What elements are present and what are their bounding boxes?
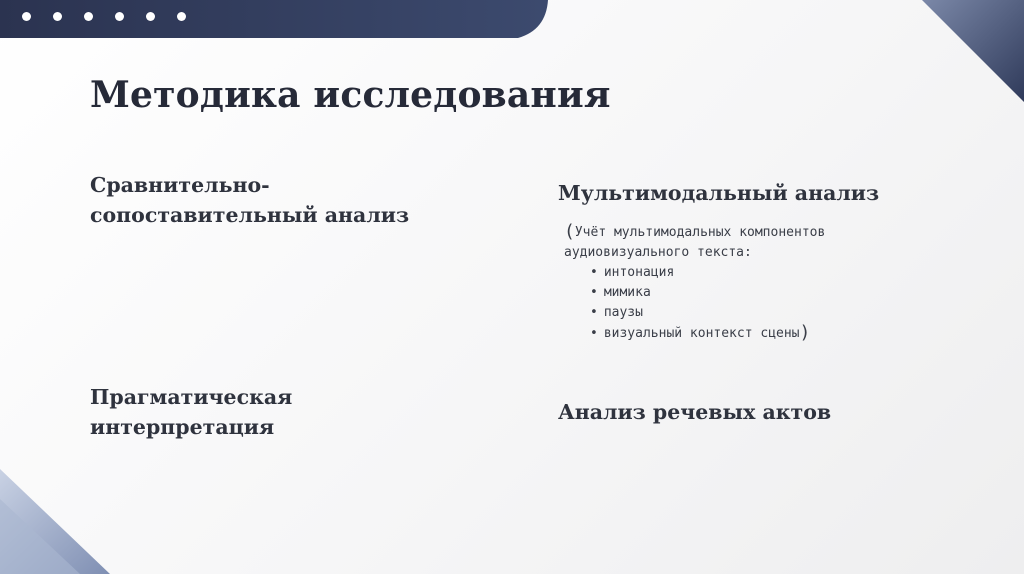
dot-2 [53, 12, 62, 21]
slide-title: Методика исследования [90, 74, 611, 116]
dot-5 [146, 12, 155, 21]
open-paren: ( [564, 221, 575, 242]
dot-6 [177, 12, 186, 21]
heading-multimodal-analysis: Мультимодальный анализ [558, 181, 880, 205]
corner-decor-bottom-left [0, 469, 115, 574]
dot-3 [84, 12, 93, 21]
list-item: • мимика [590, 283, 904, 303]
list-item: • паузы [590, 303, 904, 323]
component-list [564, 263, 904, 344]
multimodal-note [564, 222, 904, 344]
heading-speech-acts-analysis: Анализ речевых актов [558, 400, 832, 424]
close-paren: ) [799, 322, 811, 343]
list-item-text: визуальный контекст сцены [603, 326, 800, 341]
note-line-1 [564, 222, 904, 243]
heading-pragmatic-interpretation: Прагматическая интерпретация [90, 385, 293, 439]
note-text-1: Учёт мультимодальных компонентов [574, 225, 826, 240]
list-item: • интонация [590, 263, 904, 283]
corner-decor-top-right [914, 0, 1024, 110]
dot-4 [115, 12, 124, 21]
dot-1 [22, 12, 31, 21]
note-line-2: аудиовизуального текста: [564, 245, 752, 260]
heading-comparative-analysis: Сравнительно-сопоставительный анализ [90, 173, 410, 227]
decor-dots [22, 12, 186, 21]
list-item [590, 323, 904, 344]
